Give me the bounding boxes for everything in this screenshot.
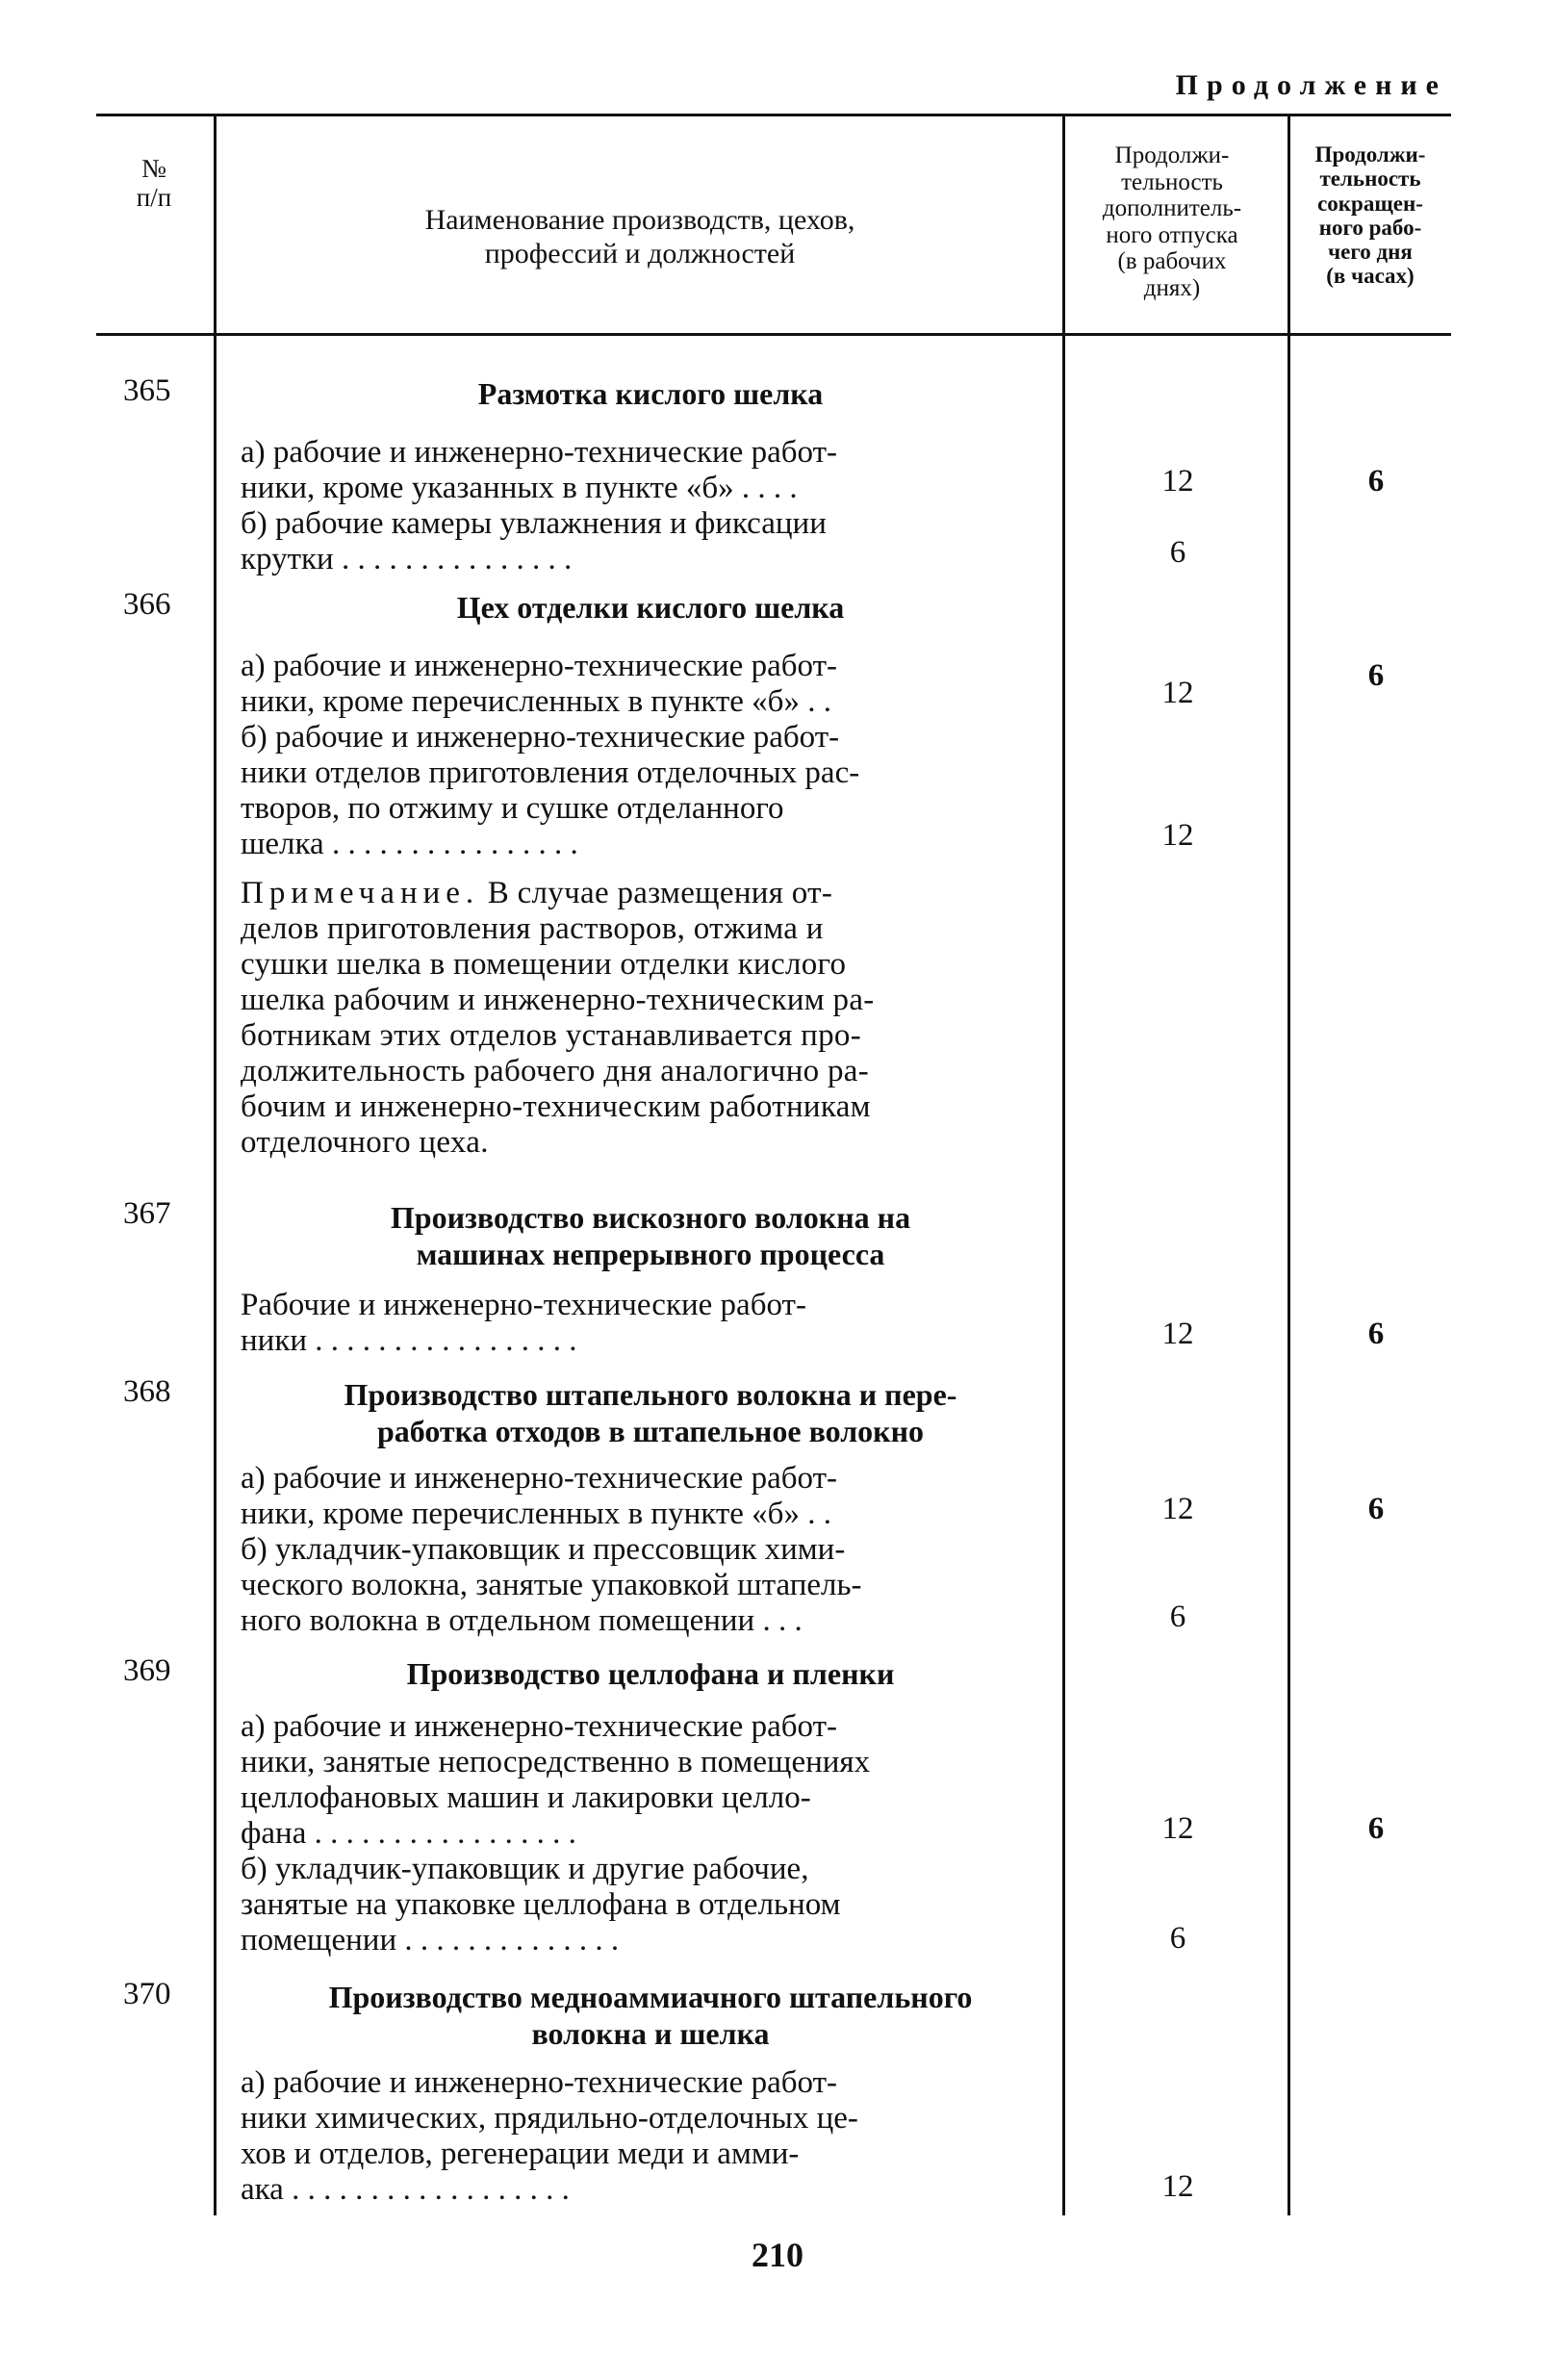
note-line: сушки шелка в помещении отделки кислого <box>241 947 847 982</box>
row-number: 365 <box>123 373 171 408</box>
header-vacation-line: дополнитель- <box>1102 195 1242 221</box>
note-line: бочим и инженерно-техническим работникам <box>241 1089 871 1124</box>
item-line: творов, по отжиму и сушке отделанного <box>241 791 784 826</box>
vacation-value: 12 <box>1161 1811 1194 1846</box>
section-title <box>248 1199 1053 1273</box>
page-number: 210 <box>752 2236 803 2274</box>
vacation-value: 12 <box>1161 1317 1194 1351</box>
note-line: должительность рабочего дня аналогично ра- <box>241 1054 870 1088</box>
item-text <box>241 649 1049 862</box>
section-title-line: машинах непрерывного процесса <box>416 1237 885 1272</box>
header-shortened-line: (в часах) <box>1326 264 1415 289</box>
vacation-value: 12 <box>1161 464 1194 499</box>
note-line: делов приготовления растворов, отжима и <box>241 911 824 946</box>
header-vacation-line: днях) <box>1143 274 1201 301</box>
item-line: ака . . . . . . . . . . . . . . . . . . <box>241 2172 570 2207</box>
item-line: а) рабочие и инженерно-технические работ- <box>241 1461 837 1496</box>
vacation-value: 6 <box>1169 535 1186 570</box>
item-line: б) укладчик-упаковщик и прессовщик хими- <box>241 1532 846 1567</box>
item-line: ники, кроме указанных в пункте «б» . . . . <box>241 471 798 505</box>
header-shortened-line: Продолжи- <box>1314 142 1426 166</box>
vacation-value: 12 <box>1161 2169 1194 2204</box>
header-shortened-line: чего дня <box>1328 240 1413 265</box>
header-name-line: Наименование производств, цехов, <box>424 204 855 236</box>
item-line: а) рабочие и инженерно-технические работ- <box>241 2065 837 2100</box>
header-vacation-line: (в рабочих <box>1117 248 1227 274</box>
section-title-line: волокна и шелка <box>531 2016 770 2052</box>
shortened-value: 6 <box>1367 1492 1385 1526</box>
header-name-line: профессий и должностей <box>484 237 796 269</box>
header-shortened-line: сокращен- <box>1317 191 1423 216</box>
section-title <box>248 589 1053 626</box>
section-title <box>248 1655 1053 1692</box>
header-number-line: № <box>141 154 166 183</box>
item-line: Рабочие и инженерно-технические работ- <box>241 1288 806 1322</box>
note-line: отделочного цеха. <box>241 1125 489 1160</box>
shortened-value: 6 <box>1367 658 1385 693</box>
section-title-line: Производство вискозного волокна на <box>390 1200 911 1235</box>
item-line: крутки . . . . . . . . . . . . . . . <box>241 542 573 576</box>
item-line: занятые на упаковке целлофана в отдельном <box>241 1887 841 1922</box>
section-title <box>248 375 1053 412</box>
section-title <box>248 1979 1053 2053</box>
vacation-value: 6 <box>1169 1921 1186 1956</box>
section-title <box>248 1376 1053 1450</box>
row-number: 368 <box>123 1374 171 1409</box>
row-number: 366 <box>123 587 171 622</box>
item-line: ники, кроме перечисленных в пункте «б» . . <box>241 684 831 719</box>
shortened-value: 6 <box>1367 1317 1385 1351</box>
item-line: а) рабочие и инженерно-технические работ- <box>241 649 837 683</box>
row-number: 369 <box>123 1653 171 1688</box>
item-text <box>241 2065 1049 2208</box>
note <box>241 876 1049 1161</box>
continuation-label: Продолжение <box>1175 69 1447 101</box>
note-label: Примечание. <box>241 876 480 910</box>
item-line: б) рабочие и инженерно-технические работ- <box>241 720 840 755</box>
item-text <box>241 1709 1049 1958</box>
item-line: ческого волокна, занятые упаковкой штапель- <box>241 1568 862 1602</box>
header-shortened-line: ного рабо- <box>1318 215 1422 240</box>
row-number: 370 <box>123 1977 171 2011</box>
item-line: ники химических, прядильно-отделочных це- <box>241 2101 858 2136</box>
item-line: хов и отделов, регенерации меди и амми- <box>241 2137 800 2171</box>
item-line: ники отделов приготовления отделочных рас- <box>241 755 860 790</box>
note-first-line <box>241 876 1049 911</box>
item-line: а) рабочие и инженерно-технические работ- <box>241 1709 837 1744</box>
item-text <box>241 435 1049 577</box>
column-rule-1 <box>214 115 217 2215</box>
shortened-value: 6 <box>1367 464 1385 499</box>
note-line: ботникам этих отделов устанавливается про- <box>241 1018 861 1053</box>
header-top-rule <box>96 114 1451 116</box>
header-vacation-line: тельность <box>1121 168 1223 195</box>
header-number-line: п/п <box>136 183 172 213</box>
item-line: ники, занятые непосредственно в помещениях <box>241 1745 871 1779</box>
item-line: ного волокна в отдельном помещении . . . <box>241 1603 803 1638</box>
section-title-line: работка отходов в штапельное волокно <box>376 1414 925 1449</box>
item-text <box>241 1461 1049 1639</box>
item-line: ники . . . . . . . . . . . . . . . . . <box>241 1323 577 1358</box>
header-vacation-line: Продолжи- <box>1114 142 1230 168</box>
header-vacation <box>1066 142 1278 301</box>
item-text <box>241 1288 1049 1359</box>
column-rule-3 <box>1287 115 1290 2215</box>
row-number: 367 <box>123 1196 171 1231</box>
header-vacation-line: ного отпуска <box>1106 221 1238 248</box>
section-title-line: Цех отделки кислого шелка <box>456 590 845 625</box>
section-title-line: Производство штапельного волокна и пере- <box>344 1377 957 1412</box>
header-number <box>96 154 212 212</box>
vacation-value: 12 <box>1161 1492 1194 1526</box>
section-title-line: Производство медноаммиачного штапельного <box>328 1980 973 2014</box>
note-line: В случае размещения от- <box>479 876 833 910</box>
item-line: б) укладчик-упаковщик и другие рабочие, <box>241 1852 809 1886</box>
item-line: помещении . . . . . . . . . . . . . . <box>241 1923 620 1958</box>
shortened-value: 6 <box>1367 1811 1385 1846</box>
vacation-value: 6 <box>1169 1599 1186 1634</box>
header-shortened-day <box>1293 142 1447 289</box>
item-line: фана . . . . . . . . . . . . . . . . . <box>241 1816 576 1851</box>
item-line: б) рабочие камеры увлажнения и фиксации <box>241 506 827 541</box>
vacation-value: 12 <box>1161 676 1194 710</box>
item-line: шелка . . . . . . . . . . . . . . . . <box>241 827 578 861</box>
header-shortened-line: тельность <box>1319 166 1421 192</box>
column-rule-2 <box>1062 115 1065 2215</box>
header-bottom-rule <box>96 333 1451 336</box>
item-line: ники, кроме перечисленных в пункте «б» . . <box>241 1497 831 1531</box>
item-line: целлофановых машин и лакировки целло- <box>241 1780 811 1815</box>
note-line: шелка рабочим и инженерно-техническим ра- <box>241 983 875 1017</box>
section-title-line: Размотка кислого шелка <box>477 376 824 411</box>
section-title-line: Производство целлофана и пленки <box>406 1656 895 1691</box>
vacation-value: 12 <box>1161 818 1194 853</box>
item-line: а) рабочие и инженерно-технические работ- <box>241 435 837 470</box>
header-name <box>231 204 1049 270</box>
